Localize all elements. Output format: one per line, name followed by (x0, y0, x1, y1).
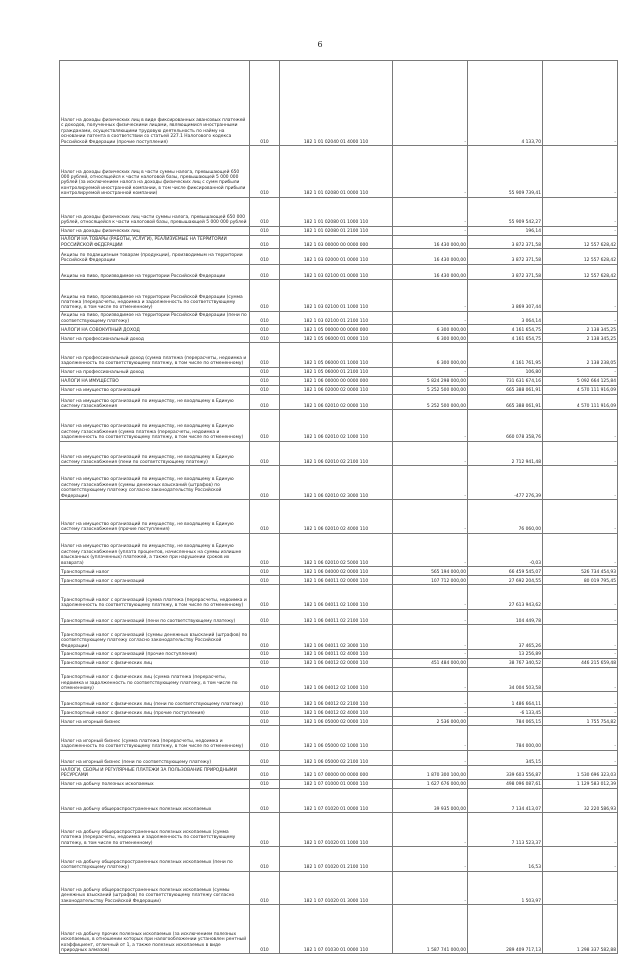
row-code: 010 (250, 625, 280, 650)
row-fact: 38 767 340,52 (468, 658, 543, 667)
row-rest: 1 298 337 582,88 (543, 905, 618, 954)
row-name: Налог на доходы физических лиц в части суммы налога, превышающей 650 000 рублей, относящейся к части налоговой базы, превышающей 5 000 000 рублей (за исключением налога на доходы физических лиц с сумм прибыли контролируемой иностранной компании, в том числе фиксированной прибыли контролируемой иностранной компании) (60, 146, 250, 198)
table-row (60, 146, 618, 198)
row-fact: 3 872 371,58 (468, 264, 543, 280)
row-fact: 27 692 204,55 (468, 576, 543, 585)
row-plan: 565 194 000,00 (393, 567, 468, 576)
row-plan: - (393, 649, 468, 658)
row-name: Налог на добычу прочих полезных ископаемых (за исключением полезных ископаемых, в отношении которых при налогообложении установлен рентный коэффициент, отличный от 1, а также полезных ископаемых в виде природных алмазов) (60, 905, 250, 954)
row-name: Налог на игорный бизнес (сумма платежа (перерасчеты, недоимка и задолженность по соответствующему платежу, в том числе по отмененному) (60, 726, 250, 751)
row-rest: 80 019 795,45 (543, 576, 618, 585)
row-plan: - (393, 146, 468, 198)
row-kbk: 182 1 06 04011 02 3000 110 (280, 625, 393, 650)
row-name: Транспортный налог с физических лиц (прочие поступления) (60, 708, 250, 717)
row-code: 010 (250, 658, 280, 667)
row-plan: - (393, 609, 468, 625)
row-code: 010 (250, 235, 280, 248)
row-kbk: 182 1 06 02010 02 4000 110 (280, 499, 393, 533)
row-name: Транспортный налог (60, 567, 250, 576)
row-plan: - (393, 726, 468, 751)
table-row (60, 533, 618, 567)
row-name: Налог на доходы физических лиц в виде фиксированных авансовых платежей с доходов, полученных физическими лицами, являющимися иностранными гражданами, осуществляющими трудовую деятельность по найму на основании патента в соответствии со статьей 227.1 Налогового кодекса Российской Федерации (прочие поступления) (60, 61, 250, 146)
row-code: 010 (250, 766, 280, 779)
row-name: Транспортный налог с организаций (пени по соответствующему платежу) (60, 609, 250, 625)
row-rest: 32 220 586,93 (543, 788, 618, 813)
row-kbk: 182 1 06 04012 02 2100 110 (280, 692, 393, 708)
row-kbk: 182 1 07 01000 01 0000 110 (280, 779, 393, 788)
row-code: 010 (250, 533, 280, 567)
row-code: 010 (250, 576, 280, 585)
row-plan: 16 430 000,00 (393, 264, 468, 280)
row-code: 010 (250, 325, 280, 334)
row-name: НАЛОГИ, СБОРЫ И РЕГУЛЯРНЫЕ ПЛАТЕЖИ ЗА ПОЛЬЗОВАНИЕ ПРИРОДНЫМИ РЕСУРСАМИ (60, 766, 250, 779)
row-fact: -6 133,45 (468, 708, 543, 717)
row-plan: 5 252 500 000,00 (393, 394, 468, 410)
table-row (60, 871, 618, 905)
row-rest: - (543, 609, 618, 625)
table-row (60, 905, 618, 954)
row-kbk: 182 1 03 00000 00 0000 000 (280, 235, 393, 248)
row-plan: 1 627 676 000,00 (393, 779, 468, 788)
table-row (60, 567, 618, 576)
row-fact: 3 064,14 (468, 311, 543, 324)
row-kbk: 182 1 06 00000 00 0000 000 (280, 376, 393, 385)
row-fact: 784 000,00 (468, 726, 543, 751)
table-row (60, 343, 618, 368)
row-name: Акцизы на пиво, производимое на территории Российской Федерации (60, 264, 250, 280)
row-fact: 498 096 087,61 (468, 779, 543, 788)
row-kbk: 182 1 06 02000 02 0000 110 (280, 385, 393, 394)
row-name: Акцизы на пиво, производимое на территории Российской Федерации (пени по соответствующему платежу) (60, 311, 250, 324)
table-row (60, 499, 618, 533)
row-fact: 34 004 503,58 (468, 667, 543, 692)
row-plan: - (393, 813, 468, 847)
row-name: Налог на имущество организаций по имуществу, не входящему в Единую систему газоснабжения (суммы денежных взысканий (штрафов) по соответствующему платежу согласно законодательству Российской Федерации) (60, 466, 250, 500)
row-code: 010 (250, 466, 280, 500)
row-fact: 4 161 654,75 (468, 334, 543, 343)
row-rest: - (543, 311, 618, 324)
table-row (60, 846, 618, 871)
row-name: НАЛОГИ НА СОВОКУПНЫЙ ДОХОД (60, 325, 250, 334)
row-kbk: 182 1 06 04012 02 0000 110 (280, 658, 393, 667)
row-fact: 665 388 061,91 (468, 385, 543, 394)
row-rest: 2 138 345,25 (543, 325, 618, 334)
table-row (60, 609, 618, 625)
row-name: Налог на профессиональный доход (60, 334, 250, 343)
row-name: Налог на игорный бизнес (60, 717, 250, 726)
row-kbk: 182 1 01 02080 01 1000 110 (280, 197, 393, 226)
table-row (60, 226, 618, 235)
row-plan: 6 300 000,00 (393, 334, 468, 343)
row-kbk: 182 1 05 06000 01 0000 110 (280, 334, 393, 343)
page-number: 6 (317, 40, 323, 49)
row-name: Акцизы по подакцизным товарам (продукции), производимым на территории Российской Федерации (60, 249, 250, 265)
row-rest: 526 734 454,93 (543, 567, 618, 576)
row-plan: 39 935 000,00 (393, 788, 468, 813)
row-kbk: 182 1 06 04012 02 1000 110 (280, 667, 393, 692)
table-row (60, 367, 618, 376)
row-kbk: 182 1 06 04011 02 0000 110 (280, 576, 393, 585)
row-code: 010 (250, 846, 280, 871)
row-kbk: 182 1 06 02010 02 2100 110 (280, 441, 393, 466)
row-fact: 4 161 654,75 (468, 325, 543, 334)
row-kbk: 182 1 03 02100 01 1000 110 (280, 280, 393, 311)
row-plan: - (393, 667, 468, 692)
row-plan: - (393, 692, 468, 708)
row-plan: 6 300 000,00 (393, 343, 468, 368)
row-plan: - (393, 708, 468, 717)
table-row (60, 61, 618, 146)
table-row (60, 394, 618, 410)
table-row (60, 280, 618, 311)
row-rest: - (543, 367, 618, 376)
row-plan: 5 252 500 000,00 (393, 385, 468, 394)
row-name: Акцизы на пиво, производимое на территории Российской Федерации (сумма платежа (перерасчеты, недоимка и задолженность по соответствующему платежу, в том числе по отмененному) (60, 280, 250, 311)
row-kbk: 182 1 07 01030 01 0000 110 (280, 905, 393, 954)
row-fact: 3 869 307,44 (468, 280, 543, 311)
row-rest: - (543, 708, 618, 717)
row-plan: - (393, 750, 468, 766)
row-name: Налог на добычу общераспространенных полезных ископаемых (60, 788, 250, 813)
row-rest: - (543, 197, 618, 226)
row-fact: 16,53 (468, 846, 543, 871)
row-fact: 2 712 941,48 (468, 441, 543, 466)
row-rest: - (543, 667, 618, 692)
row-plan: - (393, 311, 468, 324)
table-row (60, 197, 618, 226)
table-row (60, 813, 618, 847)
row-kbk: 182 1 06 04011 02 2100 110 (280, 609, 393, 625)
row-code: 010 (250, 567, 280, 576)
row-name: Налог на игорный бизнес (пени по соответствующему платежу) (60, 750, 250, 766)
row-code: 010 (250, 264, 280, 280)
row-name: Транспортный налог с организаций (суммы денежных взысканий (штрафов) по соответствующему платежу согласно законодательству Российской Федерации) (60, 625, 250, 650)
row-name: Налог на добычу полезных ископаемых (60, 779, 250, 788)
row-name: Налог на добычу общераспространенных полезных ископаемых (суммы денежных взысканий (штрафов) по соответствующему платежу согласно законодательству Российской Федерации) (60, 871, 250, 905)
row-code: 010 (250, 367, 280, 376)
row-code: 010 (250, 813, 280, 847)
row-code: 010 (250, 376, 280, 385)
table-row (60, 410, 618, 441)
row-kbk: 182 1 01 02080 01 2100 110 (280, 226, 393, 235)
row-plan: 1 587 741 000,00 (393, 905, 468, 954)
row-rest: - (543, 585, 618, 610)
revenue-table (59, 60, 618, 954)
row-rest: 446 215 659,48 (543, 658, 618, 667)
row-kbk: 182 1 03 02000 01 0000 110 (280, 249, 393, 265)
row-code: 010 (250, 750, 280, 766)
row-rest: - (543, 692, 618, 708)
table-row (60, 235, 618, 248)
row-rest: - (543, 846, 618, 871)
row-code: 010 (250, 343, 280, 368)
row-plan: 5 824 298 000,00 (393, 376, 468, 385)
row-fact: 345,15 (468, 750, 543, 766)
row-fact: 76 060,00 (468, 499, 543, 533)
row-name: Транспортный налог с организаций (60, 576, 250, 585)
row-fact: 37 465,26 (468, 625, 543, 650)
row-rest: 1 129 583 012,39 (543, 779, 618, 788)
table-row (60, 658, 618, 667)
row-code: 010 (250, 717, 280, 726)
table-row (60, 779, 618, 788)
row-rest: - (543, 441, 618, 466)
row-kbk: 182 1 06 04012 02 4000 110 (280, 708, 393, 717)
row-code: 010 (250, 692, 280, 708)
row-rest: - (543, 499, 618, 533)
row-rest: 12 557 628,42 (543, 235, 618, 248)
row-code: 010 (250, 788, 280, 813)
row-rest: 4 570 111 916,09 (543, 394, 618, 410)
row-code: 010 (250, 249, 280, 265)
row-code: 010 (250, 609, 280, 625)
row-kbk: 182 1 06 02010 02 0000 110 (280, 394, 393, 410)
row-fact: 3 872 371,58 (468, 235, 543, 248)
row-code: 010 (250, 334, 280, 343)
row-fact: 55 909 542,27 (468, 197, 543, 226)
table-row (60, 385, 618, 394)
row-name: Налог на имущество организаций по имуществу, не входящему в Единую систему газоснабжения (прочие поступления) (60, 499, 250, 533)
row-rest: - (543, 61, 618, 146)
row-code: 010 (250, 385, 280, 394)
row-code: 010 (250, 311, 280, 324)
row-rest: - (543, 466, 618, 500)
row-code: 010 (250, 726, 280, 751)
row-rest: - (543, 280, 618, 311)
row-code: 010 (250, 585, 280, 610)
row-plan: 16 430 000,00 (393, 249, 468, 265)
table-row (60, 334, 618, 343)
row-fact: 7 113 523,37 (468, 813, 543, 847)
row-rest: - (543, 726, 618, 751)
row-rest: 1 530 696 323,03 (543, 766, 618, 779)
table-row (60, 717, 618, 726)
row-code: 010 (250, 871, 280, 905)
row-name: Транспортный налог с организаций (прочие поступления) (60, 649, 250, 658)
row-name: Налог на профессиональный доход (60, 367, 250, 376)
row-fact: 3 872 371,58 (468, 249, 543, 265)
row-fact: 55 909 739,41 (468, 146, 543, 198)
row-name: Налог на доходы физических лиц (60, 226, 250, 235)
table-row (60, 625, 618, 650)
row-rest: 12 557 628,42 (543, 264, 618, 280)
row-kbk: 182 1 01 02080 01 0000 110 (280, 146, 393, 198)
row-code: 010 (250, 905, 280, 954)
row-kbk: 182 1 05 06000 01 2100 110 (280, 367, 393, 376)
row-kbk: 182 1 05 00000 00 0000 000 (280, 325, 393, 334)
row-name: НАЛОГИ НА ТОВАРЫ (РАБОТЫ, УСЛУГИ), РЕАЛИЗУЕМЫЕ НА ТЕРРИТОРИИ РОССИЙСКОЙ ФЕДЕРАЦИИ (60, 235, 250, 248)
row-fact: -0,03 (468, 533, 543, 567)
row-kbk: 182 1 06 04011 02 1000 110 (280, 585, 393, 610)
row-name: Транспортный налог с физических лиц (сумма платежа (перерасчеты, недоимка и задолженность по соответствующему платежу, в том числе по отмененному) (60, 667, 250, 692)
table-row (60, 766, 618, 779)
row-plan: 2 536 000,00 (393, 717, 468, 726)
table-row (60, 708, 618, 717)
table-row (60, 311, 618, 324)
row-code: 010 (250, 779, 280, 788)
row-name: Налог на добычу общераспространенных полезных ископаемых (пени по соответствующему платежу) (60, 846, 250, 871)
row-kbk: 182 1 06 02010 02 5000 110 (280, 533, 393, 567)
row-name: НАЛОГИ НА ИМУЩЕСТВО (60, 376, 250, 385)
table-row (60, 325, 618, 334)
row-name: Налог на имущество организаций (60, 385, 250, 394)
row-plan: - (393, 367, 468, 376)
table-row (60, 750, 618, 766)
row-kbk: 182 1 07 00000 00 0000 000 (280, 766, 393, 779)
row-plan: - (393, 226, 468, 235)
table-row (60, 585, 618, 610)
row-code: 010 (250, 280, 280, 311)
row-fact: 4 161 761,95 (468, 343, 543, 368)
row-plan: 107 712 000,00 (393, 576, 468, 585)
row-plan: 451 484 000,00 (393, 658, 468, 667)
row-plan: 1 870 300 100,00 (393, 766, 468, 779)
row-rest: - (543, 750, 618, 766)
row-rest: - (543, 625, 618, 650)
row-plan: - (393, 625, 468, 650)
row-fact: 196,14 (468, 226, 543, 235)
row-plan: 16 430 000,00 (393, 235, 468, 248)
row-name: Налог на имущество организаций по имуществу, не входящему в Единую систему газоснабжения (60, 394, 250, 410)
row-rest: - (543, 226, 618, 235)
table-row (60, 264, 618, 280)
row-code: 010 (250, 667, 280, 692)
row-kbk: 182 1 06 02010 02 1000 110 (280, 410, 393, 441)
row-code: 010 (250, 708, 280, 717)
row-code: 010 (250, 394, 280, 410)
row-plan: 6 300 000,00 (393, 325, 468, 334)
table-row (60, 667, 618, 692)
row-rest: - (543, 649, 618, 658)
row-plan: - (393, 871, 468, 905)
row-fact: 13 256,89 (468, 649, 543, 658)
row-fact: 4 133,70 (468, 61, 543, 146)
row-kbk: 182 1 06 04011 02 4000 110 (280, 649, 393, 658)
row-code: 010 (250, 197, 280, 226)
table-row (60, 726, 618, 751)
row-fact: 106,80 (468, 367, 543, 376)
table-row (60, 441, 618, 466)
row-rest: - (543, 410, 618, 441)
row-plan: - (393, 846, 468, 871)
row-fact: 27 613 943,62 (468, 585, 543, 610)
row-plan: - (393, 499, 468, 533)
row-name: Транспортный налог с организаций (сумма платежа (перерасчеты, недоимка и задолженность по соответствующему платежу, в том числе по отмененному) (60, 585, 250, 610)
row-plan: - (393, 61, 468, 146)
row-name: Налог на доходы физических лиц части суммы налога, превышающей 650 000 рублей, относящейся к части налоговой базы, превышающей 5 000 000 рублей (60, 197, 250, 226)
row-fact: 1 503,97 (468, 871, 543, 905)
row-plan: - (393, 197, 468, 226)
table-row (60, 788, 618, 813)
table-row (60, 249, 618, 265)
row-rest: 4 570 111 916,09 (543, 385, 618, 394)
row-kbk: 182 1 06 05000 02 2100 110 (280, 750, 393, 766)
table-row (60, 376, 618, 385)
table-row (60, 692, 618, 708)
row-name: Налог на имущество организаций по имуществу, не входящему в Единую систему газоснабжения (пени по соответствующему платежу) (60, 441, 250, 466)
row-rest: 2 138 238,05 (543, 343, 618, 368)
row-fact: 660 078 358,76 (468, 410, 543, 441)
row-kbk: 182 1 03 02100 01 0000 110 (280, 264, 393, 280)
table-row (60, 576, 618, 585)
row-rest: 5 092 664 125,84 (543, 376, 618, 385)
row-plan: - (393, 533, 468, 567)
row-plan: - (393, 585, 468, 610)
row-code: 010 (250, 410, 280, 441)
row-code: 010 (250, 146, 280, 198)
row-kbk: 182 1 06 02010 02 3000 110 (280, 466, 393, 500)
row-rest: - (543, 146, 618, 198)
row-kbk: 182 1 07 01020 01 0000 110 (280, 788, 393, 813)
row-name: Налог на добычу общераспространенных полезных ископаемых (сумма платежа (перерасчеты, недоимка и задолженность по соответствующему платежу, в том числе по отмененному) (60, 813, 250, 847)
row-kbk: 182 1 01 02040 01 4000 110 (280, 61, 393, 146)
row-fact: 289 409 717,13 (468, 905, 543, 954)
row-kbk: 182 1 05 06000 01 1000 110 (280, 343, 393, 368)
row-kbk: 182 1 07 01020 01 3000 110 (280, 871, 393, 905)
row-name: Налог на имущество организаций по имуществу, не входящему в Единую систему газоснабжения (уплата процентов, начисленных на суммы излишне взысканных (уплаченных) платежей, а также при нарушении сроков их возврата) (60, 533, 250, 567)
row-code: 010 (250, 499, 280, 533)
row-fact: 731 631 674,16 (468, 376, 543, 385)
table-row (60, 649, 618, 658)
row-rest: - (543, 813, 618, 847)
row-name: Налог на профессиональный доход (сумма платежа (перерасчеты, недоимка и задолженность по соответствующему платежу, в том числе по отмененному) (60, 343, 250, 368)
row-kbk: 182 1 07 01020 01 1000 110 (280, 813, 393, 847)
row-fact: 665 388 061,91 (468, 394, 543, 410)
row-name: Транспортный налог с физических лиц (пени по соответствующему платежу) (60, 692, 250, 708)
row-plan: - (393, 441, 468, 466)
row-plan: - (393, 410, 468, 441)
row-kbk: 182 1 03 02100 01 2100 110 (280, 311, 393, 324)
row-rest: - (543, 871, 618, 905)
row-kbk: 182 1 06 05000 02 1000 110 (280, 726, 393, 751)
row-fact: 339 603 556,87 (468, 766, 543, 779)
row-plan: - (393, 466, 468, 500)
row-kbk: 182 1 07 01020 01 2100 110 (280, 846, 393, 871)
row-name: Налог на имущество организаций по имуществу, не входящему в Единую систему газоснабжения (сумма платежа (перерасчеты, недоимка и задолженность по соответствующему платежу, в том числе по отмененному) (60, 410, 250, 441)
row-rest: 1 755 754,82 (543, 717, 618, 726)
row-name: Транспортный налог с физических лиц (60, 658, 250, 667)
row-fact: 104 449,78 (468, 609, 543, 625)
table-row (60, 466, 618, 500)
row-code: 010 (250, 61, 280, 146)
row-kbk: 182 1 06 05000 02 0000 110 (280, 717, 393, 726)
row-fact: 784 065,15 (468, 717, 543, 726)
row-plan: - (393, 280, 468, 311)
row-rest: - (543, 533, 618, 567)
row-rest: 12 557 628,42 (543, 249, 618, 265)
row-code: 010 (250, 649, 280, 658)
row-code: 010 (250, 441, 280, 466)
row-code: 010 (250, 226, 280, 235)
row-fact: 7 134 413,07 (468, 788, 543, 813)
row-rest: 2 138 345,25 (543, 334, 618, 343)
row-fact: 1 486 664,11 (468, 692, 543, 708)
row-fact: 66 459 545,07 (468, 567, 543, 576)
row-fact: -477 276,39 (468, 466, 543, 500)
row-kbk: 182 1 06 04000 02 0000 110 (280, 567, 393, 576)
